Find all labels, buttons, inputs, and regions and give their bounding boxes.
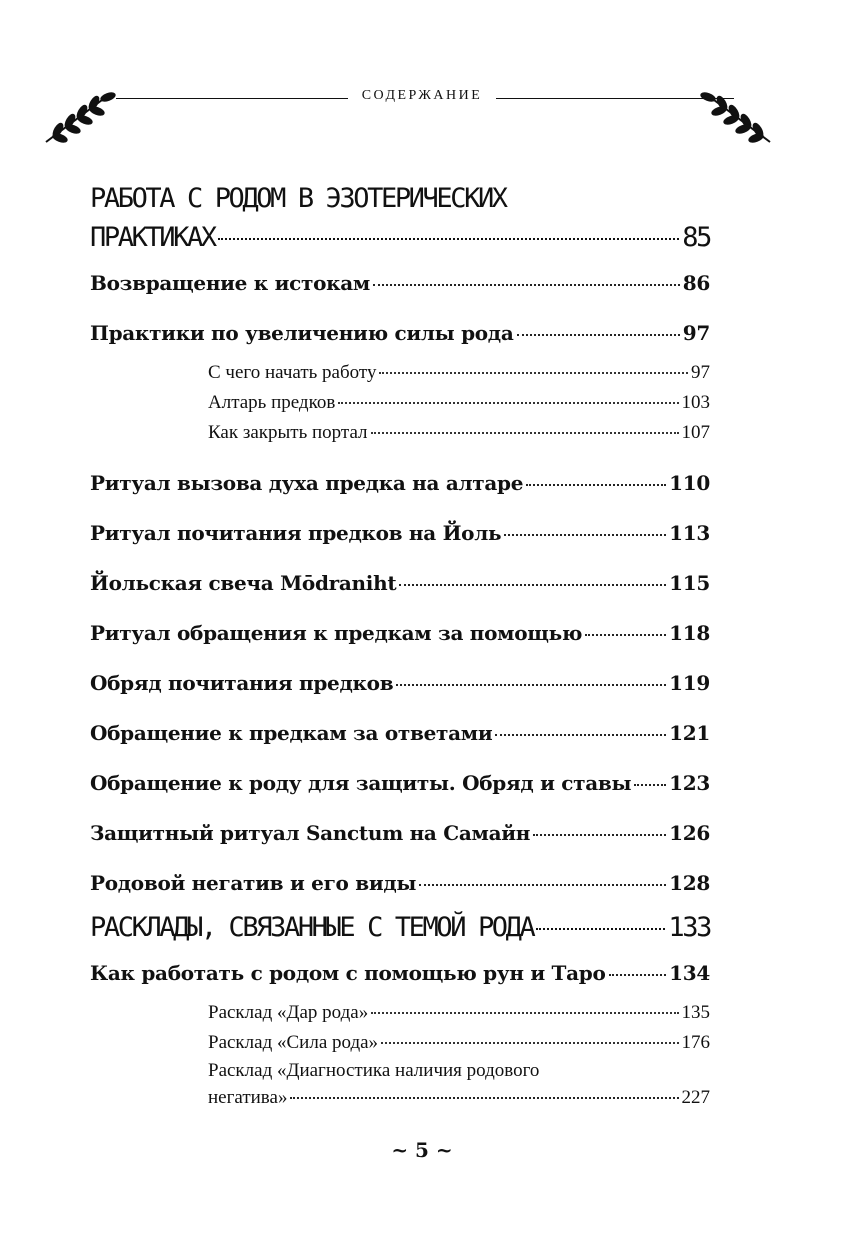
page-number: 128 (669, 871, 710, 895)
page-number: 107 (681, 422, 710, 443)
toc-subentry[interactable] (90, 418, 710, 448)
dot-leader (381, 1042, 678, 1044)
dot-leader (371, 432, 679, 434)
section-title-line: РАСКЛАДЫ, СВЯЗАННЫЕ С ТЕМОЙ РОДА (90, 912, 534, 943)
dot-leader (371, 1012, 678, 1014)
page-number: 113 (669, 521, 710, 545)
dot-leader (609, 974, 667, 976)
subentry-title: Как закрыть портал (208, 422, 368, 443)
page-number: 103 (681, 392, 710, 413)
toc-entry[interactable] (90, 308, 710, 358)
toc-section-entry[interactable] (90, 218, 710, 258)
toc-entry[interactable] (90, 658, 710, 708)
toc-entry[interactable] (90, 608, 710, 658)
toc-subentry[interactable] (90, 998, 710, 1028)
page-number: 126 (669, 821, 710, 845)
page-number: 110 (669, 471, 710, 495)
dot-leader (399, 584, 666, 586)
toc-subentry[interactable] (90, 388, 710, 418)
page-number: 119 (669, 671, 710, 695)
dot-leader (526, 484, 666, 486)
toc-entry[interactable] (90, 948, 710, 998)
toc-entry[interactable] (90, 708, 710, 758)
dot-leader (373, 284, 680, 286)
subentry-title: негатива» (208, 1087, 288, 1108)
toc-subentry[interactable] (90, 1058, 710, 1112)
toc-entry[interactable] (90, 508, 710, 558)
subentry-title: Расклад «Сила рода» (208, 1032, 379, 1053)
dot-leader (218, 238, 680, 240)
dot-leader (536, 928, 665, 930)
dot-leader (419, 884, 666, 886)
wheat-sprig-icon (698, 70, 778, 150)
toc-entry[interactable] (90, 758, 710, 808)
subentry-title: Расклад «Дар рода» (208, 1002, 369, 1023)
page-number: 176 (681, 1032, 710, 1053)
page-number: 115 (669, 571, 710, 595)
toc-entry[interactable] (90, 558, 710, 608)
dot-leader (585, 634, 666, 636)
entry-title: Как работать с родом с помощью рун и Таро (90, 961, 606, 985)
entry-title: Ритуал почитания предков на Йоль (90, 521, 502, 545)
dot-leader (338, 402, 678, 404)
dot-leader (290, 1097, 678, 1099)
page-number: 227 (681, 1087, 710, 1108)
page-number: 97 (682, 321, 710, 345)
dot-leader (396, 684, 666, 686)
entry-title: Обращение к предкам за ответами (90, 721, 493, 745)
dot-leader (379, 372, 688, 374)
toc-entry[interactable] (90, 458, 710, 508)
table-of-contents (90, 180, 710, 1112)
subentry-title: С чего начать работу (208, 362, 377, 383)
dot-leader (495, 734, 666, 736)
dot-leader (504, 534, 666, 536)
entry-title: Ритуал вызова духа предка на алтаре (90, 471, 524, 495)
dot-leader (533, 834, 666, 836)
toc-entry[interactable] (90, 258, 710, 308)
header-rule-left (116, 98, 348, 99)
page-number: 123 (669, 771, 710, 795)
entry-title: Обращение к роду для защиты. Обряд и ставы (90, 771, 632, 795)
subentry-title: Расклад «Диагностика наличия родового (208, 1060, 540, 1081)
page-number: 85 (682, 222, 710, 253)
entry-title: Родовой негатив и его виды (90, 871, 417, 895)
wheat-sprig-icon (38, 70, 118, 150)
subentry-title: Алтарь предков (208, 392, 336, 413)
page-number: 118 (669, 621, 710, 645)
section-title-line: РАБОТА С РОДОМ В ЭЗОТЕРИЧЕСКИХ (90, 183, 506, 214)
page-number: 97 (691, 362, 710, 383)
entry-title: Ритуал обращения к предкам за помощью (90, 621, 583, 645)
page-footer-number: ~ 5 ~ (391, 1138, 453, 1162)
entry-title: Возвращение к истокам (90, 271, 370, 295)
toc-entry[interactable] (90, 808, 710, 858)
toc-section-entry[interactable] (90, 908, 710, 948)
dot-leader (517, 334, 680, 336)
entry-title: Защитный ритуал Sanctum на Самайн (90, 821, 531, 845)
toc-section (90, 180, 710, 258)
page-number: 133 (668, 912, 710, 943)
running-header (38, 70, 778, 160)
dot-leader (634, 784, 666, 786)
page-number: 121 (669, 721, 710, 745)
entry-title: Практики по увеличению силы рода (90, 321, 514, 345)
toc-subentry[interactable] (90, 1028, 710, 1058)
page-number: 86 (682, 271, 710, 295)
toc-subentry[interactable] (90, 358, 710, 388)
header-title: СОДЕРЖАНИЕ (361, 88, 483, 103)
toc-entry[interactable] (90, 858, 710, 908)
page-number: 135 (681, 1002, 710, 1023)
page-number: 134 (669, 961, 710, 985)
toc-section (90, 908, 710, 948)
entry-title: Обряд почитания предков (90, 671, 394, 695)
entry-title: Йольская свеча Mōdraniht (90, 571, 397, 595)
section-title-line: ПРАКТИКАХ (90, 222, 215, 253)
